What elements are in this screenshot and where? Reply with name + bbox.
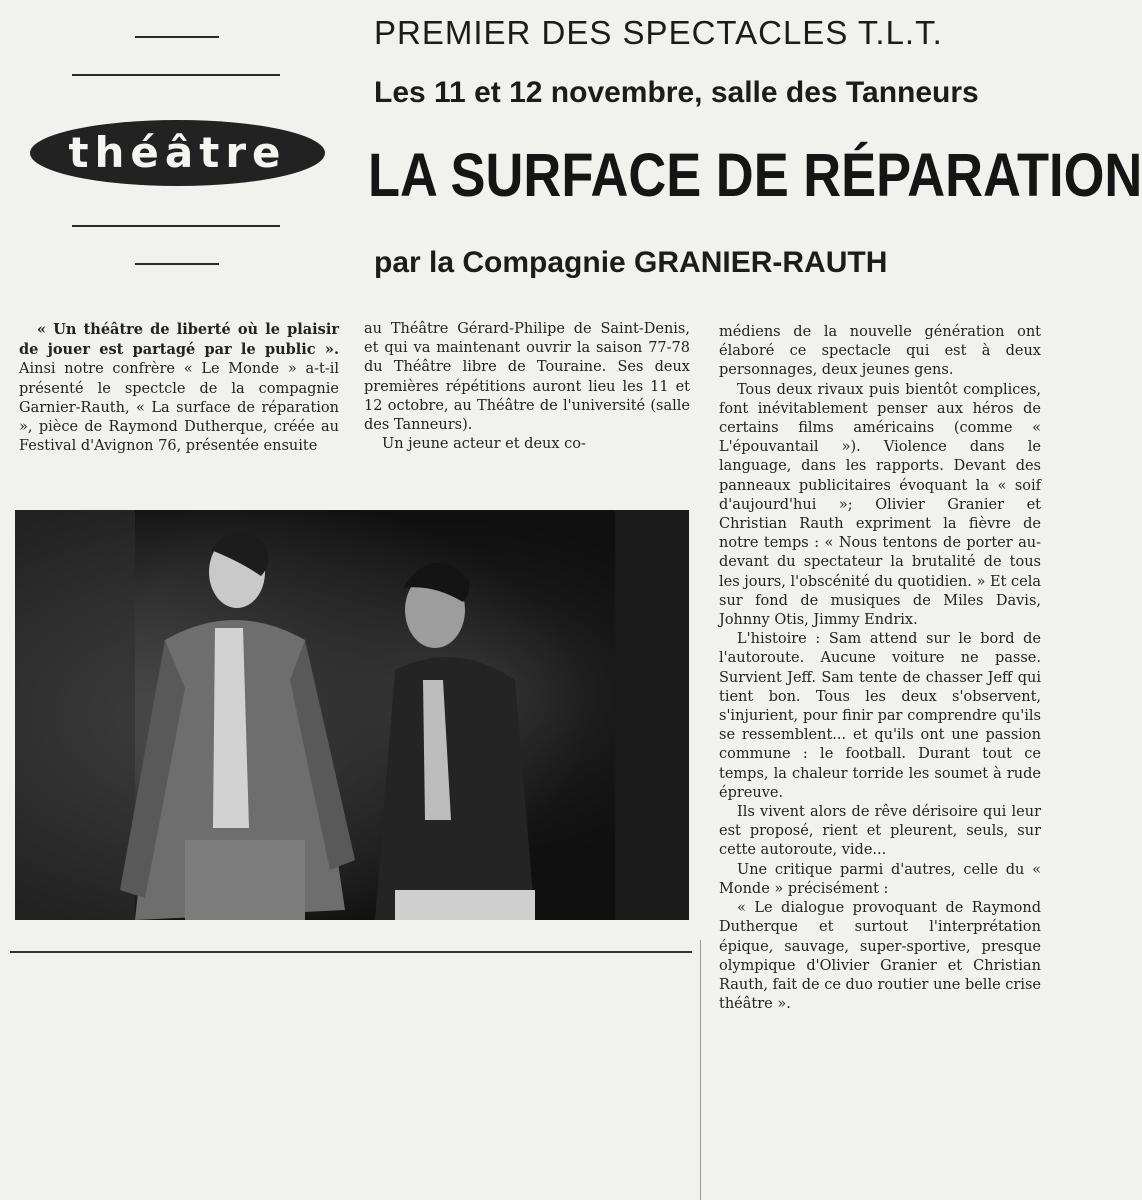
article-paragraph: Ils vivent alors de rêve dérisoire qui leur est proposé, rient et pleurent, seuls, sur cette autoroute, vide... — [719, 804, 1041, 859]
article-column-2 — [364, 320, 690, 454]
headline-dateline: Les 11 et 12 novembre, salle des Tanneurs — [374, 76, 979, 109]
column-divider — [700, 940, 701, 1200]
article-paragraph: médiens de la nouvelle génération ont élaboré ce spectacle qui est à deux personnages, deux jeunes gens. — [719, 324, 1041, 379]
article-lead: « Un théâtre de liberté où le plaisir de jouer est partagé par le public ». — [19, 321, 339, 359]
stage-photo-illustration — [15, 510, 689, 920]
stage-photo — [15, 510, 689, 920]
section-badge — [30, 120, 325, 186]
article-column-1 — [19, 320, 339, 456]
article-paragraph: Tous deux rivaux puis bientôt complices, font inévitablement penser aux héros de certains films américains (comme « L'épouvantail »). Violence dans le language, dans les rapports. Devant des panneaux publicitaires évoquant la « soif d'aujourd'hui »; Olivier Granier et Christian Rauth expriment la fièvre de notre temps : « Nous tentons de porter au-devant du spectateur la brutalité de tous les jours, l'obscénité du quotidien. » Et cela sur fond de musiques de Miles Davis, Johnny Otis, Jimmy Endrix. — [719, 381, 1041, 629]
article-paragraph: Une critique parmi d'autres, celle du « Monde » précisément : — [719, 861, 1041, 897]
headline-byline: par la Compagnie GRANIER-RAUTH — [374, 246, 888, 279]
article-paragraph: Un jeune acteur et deux co- — [382, 436, 586, 453]
headline-title: LA SURFACE DE RÉPARATION — [368, 141, 1142, 209]
article-paragraph: L'histoire : Sam attend sur le bord de l'autoroute. Aucune voiture ne passe. Survient Jeff. Sam tente de chasser Jeff qui tient bon. Tous les deux s'observent, s'injurient, pour finir par comprendre qu'ils se ressemblent... et qu'ils ont une passion commune : le football. Durant tout ce temps, la chaleur torride les soumet à rude épreuve. — [719, 631, 1041, 801]
article-column-3 — [719, 323, 1041, 1014]
ornament-rule-3 — [72, 225, 280, 227]
ornament-rule-2 — [72, 74, 280, 76]
article-paragraph — [19, 320, 339, 456]
article-paragraph: « Le dialogue provoquant de Raymond Dutherque et surtout l'interprétation épique, sauvage, super-sportive, presque olympique d'Olivier Granier et Christian Rauth, fait de ce duo routier une belle crise théâtre ». — [719, 900, 1041, 1013]
article-paragraph: au Théâtre Gérard-Philipe de Saint-Denis, et qui va maintenant ouvrir la saison 77-78 du Théâtre libre de Touraine. Ses deux premières répétitions auront lieu les 11 et 12 octobre, au Théâtre de l'université (salle des Tanneurs). — [364, 321, 690, 434]
photo-bottom-rule — [10, 951, 692, 953]
ornament-rule-4 — [135, 263, 219, 265]
headline-kicker: PREMIER DES SPECTACLES T.L.T. — [374, 14, 943, 51]
ornament-rule-1 — [135, 36, 219, 38]
article-text: Ainsi notre confrère « Le Monde » a-t-il présenté le spectcle de la compagnie Garnier-Rauth, « La surface de réparation », pièce de Raymond Dutherque, créée au Festival d'Avignon 76, présentée ensuite — [19, 361, 339, 455]
section-badge-label: théâtre — [68, 128, 287, 177]
